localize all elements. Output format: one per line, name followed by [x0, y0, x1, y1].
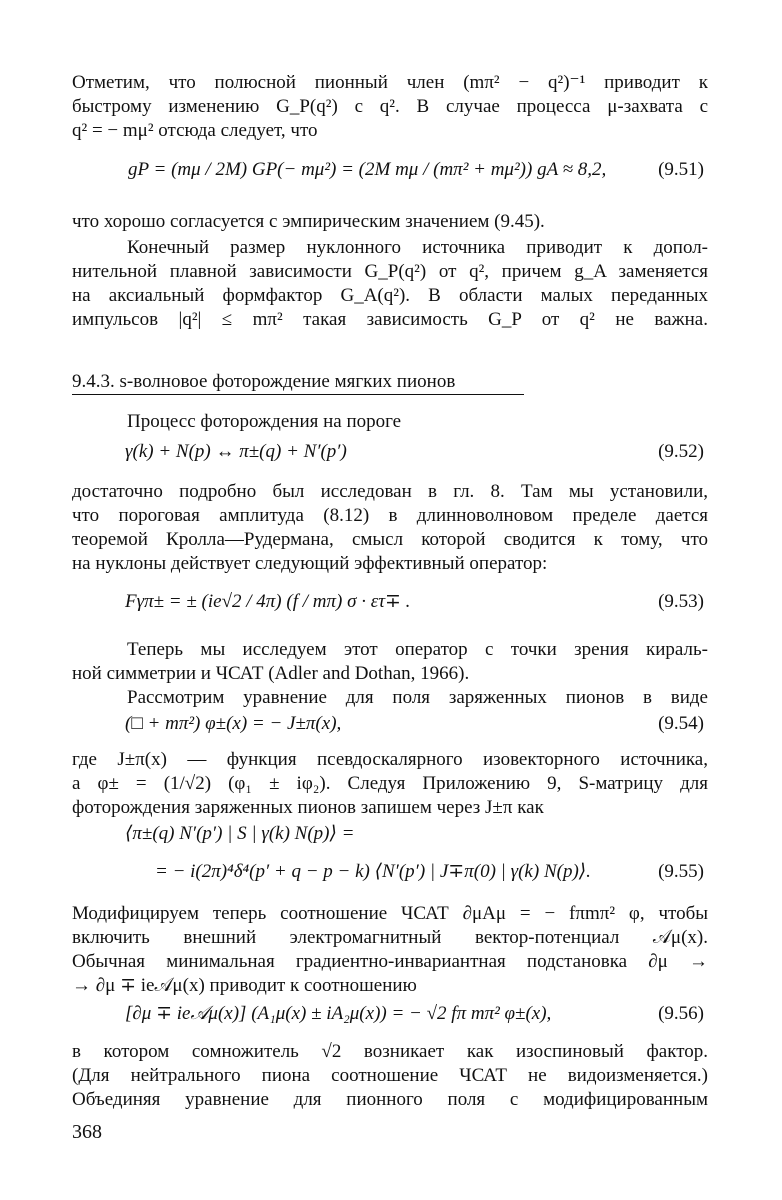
equation-9-51: gP = (mμ / 2M) GP(− mμ²) = (2M mμ / (mπ² + mμ²)) gA ≈ 8,2,: [128, 159, 607, 180]
page-number: 368: [72, 1121, 102, 1143]
text-line: Обычная минимальная градиентно-инвариантная подстановка ∂μ →: [72, 951, 708, 972]
text-line: Объединяя уравнение для пионного поля с модифицированным: [72, 1089, 708, 1110]
text-line: быстрому изменению G_P(q²) с q². В случае процесса μ-захвата с: [72, 96, 708, 117]
text-line: включить внешний электромагнитный вектор-потенциал 𝒜μ(x).: [72, 927, 708, 948]
text-line: что хорошо согласуется с эмпирическим значением (9.45).: [72, 211, 545, 232]
equation-9-56: [∂μ ∓ ie𝒜μ(x)] (A₁μ(x) ± iA₂μ(x)) = − √2 fπ mπ² φ±(x),: [125, 1003, 552, 1024]
equation-9-55-lhs: ⟨π±(q) N′(p′) | S | γ(k) N(p)⟩ =: [125, 823, 355, 844]
text-line: что пороговая амплитуда (8.12) в длинноволновом пределе дается: [72, 505, 708, 526]
text-line: нительной плавной зависимости G_P(q²) от q², причем g_A заменяется: [72, 261, 708, 282]
equation-9-54: (□ + mπ²) φ±(x) = − J±π(x),: [125, 713, 342, 734]
text-line: Модифицируем теперь соотношение ЧСАТ ∂μAμ = − fπmπ² φ, чтобы: [72, 903, 708, 924]
equation-9-53: Fγπ± = ± (ie√2 / 4π) (f / mπ) σ · ετ∓ .: [125, 591, 411, 612]
text-line: на аксиальный формфактор G_A(q²). В области малых переданных: [72, 285, 708, 306]
text-line: достаточно подробно был исследован в гл. 8. Там мы установили,: [72, 481, 708, 502]
text-line: в котором сомножитель √2 возникает как изоспиновый фактор.: [72, 1041, 708, 1062]
text-line: импульсов |q²| ≤ mπ² такая зависимость G_P от q² не важна.: [72, 309, 708, 330]
text-line: Процесс фоторождения на пороге: [127, 411, 402, 432]
text-line: фоторождения заряженных пионов запишем через J±π как: [72, 797, 544, 818]
text-line: на нуклоны действует следующий эффективный оператор:: [72, 553, 548, 574]
equation-number: (9.55): [658, 861, 704, 882]
text-line: Конечный размер нуклонного источника приводит к допол-: [127, 237, 708, 258]
text-line: Отметим, что полюсной пионный член (mπ² − q²)⁻¹ приводит к: [72, 72, 708, 93]
section-heading: 9.4.3. s-волновое фоторождение мягких пионов: [72, 370, 524, 395]
text-line: q² = − mμ² отсюда следует, что: [72, 120, 318, 141]
text-line: Рассмотрим уравнение для поля заряженных пионов в виде: [127, 687, 708, 708]
text-line: ной симметрии и ЧСАТ (Adler and Dothan, 1966).: [72, 663, 470, 684]
text-line: где J±π(x) — функция псевдоскалярного изовекторного источника,: [72, 749, 708, 770]
equation-number: (9.53): [658, 591, 704, 612]
equation-9-55-rhs: = − i(2π)⁴δ⁴(p′ + q − p − k) ⟨N′(p′) | J∓π(0) | γ(k) N(p)⟩.: [155, 861, 591, 882]
text-line: а φ± = (1/√2) (φ₁ ± iφ₂). Следуя Приложению 9, S-матрицу для: [72, 773, 708, 794]
text-line: (Для нейтрального пиона соотношение ЧСАТ не видоизменяется.): [72, 1065, 708, 1086]
equation-number: (9.51): [658, 159, 704, 180]
equation-number: (9.56): [658, 1003, 704, 1024]
equation-number: (9.52): [658, 441, 704, 462]
text-line: теоремой Кролла—Рудермана, смысл которой сводится к тому, что: [72, 529, 708, 550]
equation-9-52: γ(k) + N(p) ↔ π±(q) + N′(p′): [125, 441, 347, 462]
text-line: Теперь мы исследуем этот оператор с точки зрения кираль-: [127, 639, 708, 660]
equation-number: (9.54): [658, 713, 704, 734]
text-line: → ∂μ ∓ ie𝒜μ(x) приводит к соотношению: [72, 975, 417, 996]
